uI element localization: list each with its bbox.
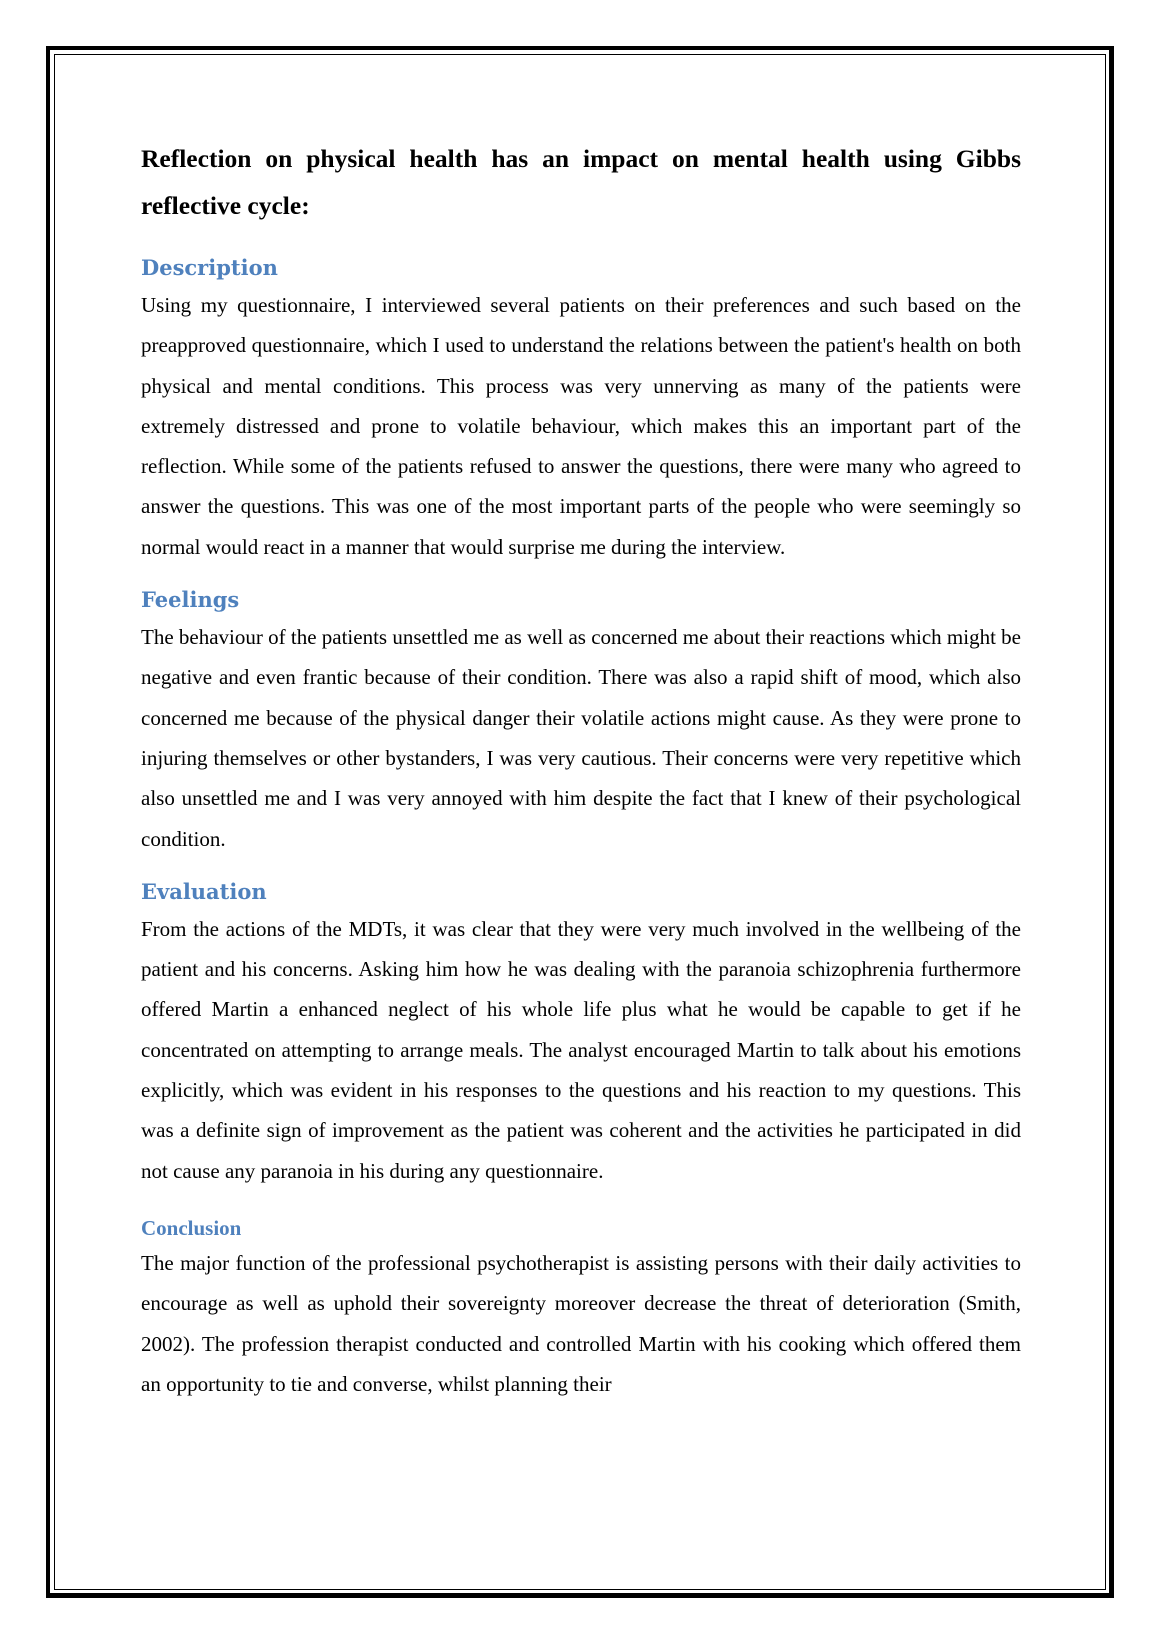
section-heading-conclusion: Conclusion: [141, 1215, 242, 1240]
section-body-feelings: The behaviour of the patients unsettled me as well as concerned me about their reactions which might be negative and even frantic because of their condition. There was also a rapid shift of mood, which also concerned me because of the physical danger their volatile actions might cause. As they were prone to injuring themselves or other bystanders, I was very cautious. Their concerns were very repetitive which also unsettled me and I was very annoyed with him despite the fact that I knew of their psychological condition.: [141, 625, 1021, 851]
section-body-conclusion: The major function of the professional psychotherapist is assisting persons with their daily activities to encourage as well as uphold their sovereignty moreover decrease the threat of deterioration (Smith, 2002). The profession therapist conducted and controlled Martin with his cooking which offered them an opportunity to tie and converse, whilst planning their: [141, 1250, 1021, 1396]
section-body-evaluation: From the actions of the MDTs, it was clear that they were very much involved in the wellbeing of the patient and his concerns. Asking him how he was dealing with the paranoia schizophrenia furthermore offered Martin a enhanced neglect of his whole life plus what he would be capable to get if he concentrated on attempting to arrange meals. The analyst encouraged Martin to talk about his emotions explicitly, which was evident in his responses to the questions and his reaction to my questions. This was a definite sign of improvement as the patient was coherent and the activities he participated in did not cause any paranoia in his during any questionnaire.: [141, 916, 1021, 1183]
section-heading-evaluation: Evaluation: [141, 878, 267, 904]
section-heading-description: Description: [141, 255, 278, 280]
document-title: Reflection on physical health has an impact on mental health using Gibbs reflective cycle:: [141, 144, 1021, 220]
section-heading-feelings: Feelings: [141, 587, 240, 613]
document-body: [141, 135, 1021, 1404]
section-body-description: Using my questionnaire, I interviewed several patients on their preferences and such based on the preapproved questionnaire, which I used to understand the relations between the patient's health on both physical and mental conditions. This process was very unnerving as many of the patients were extremely distressed and prone to volatile behaviour, which makes this an important part of the reflection. While some of the patients refused to answer the questions, there were many who agreed to answer the questions. This was one of the most important parts of the people who were seemingly so normal would react in a manner that would surprise me during the interview.: [141, 293, 1021, 559]
